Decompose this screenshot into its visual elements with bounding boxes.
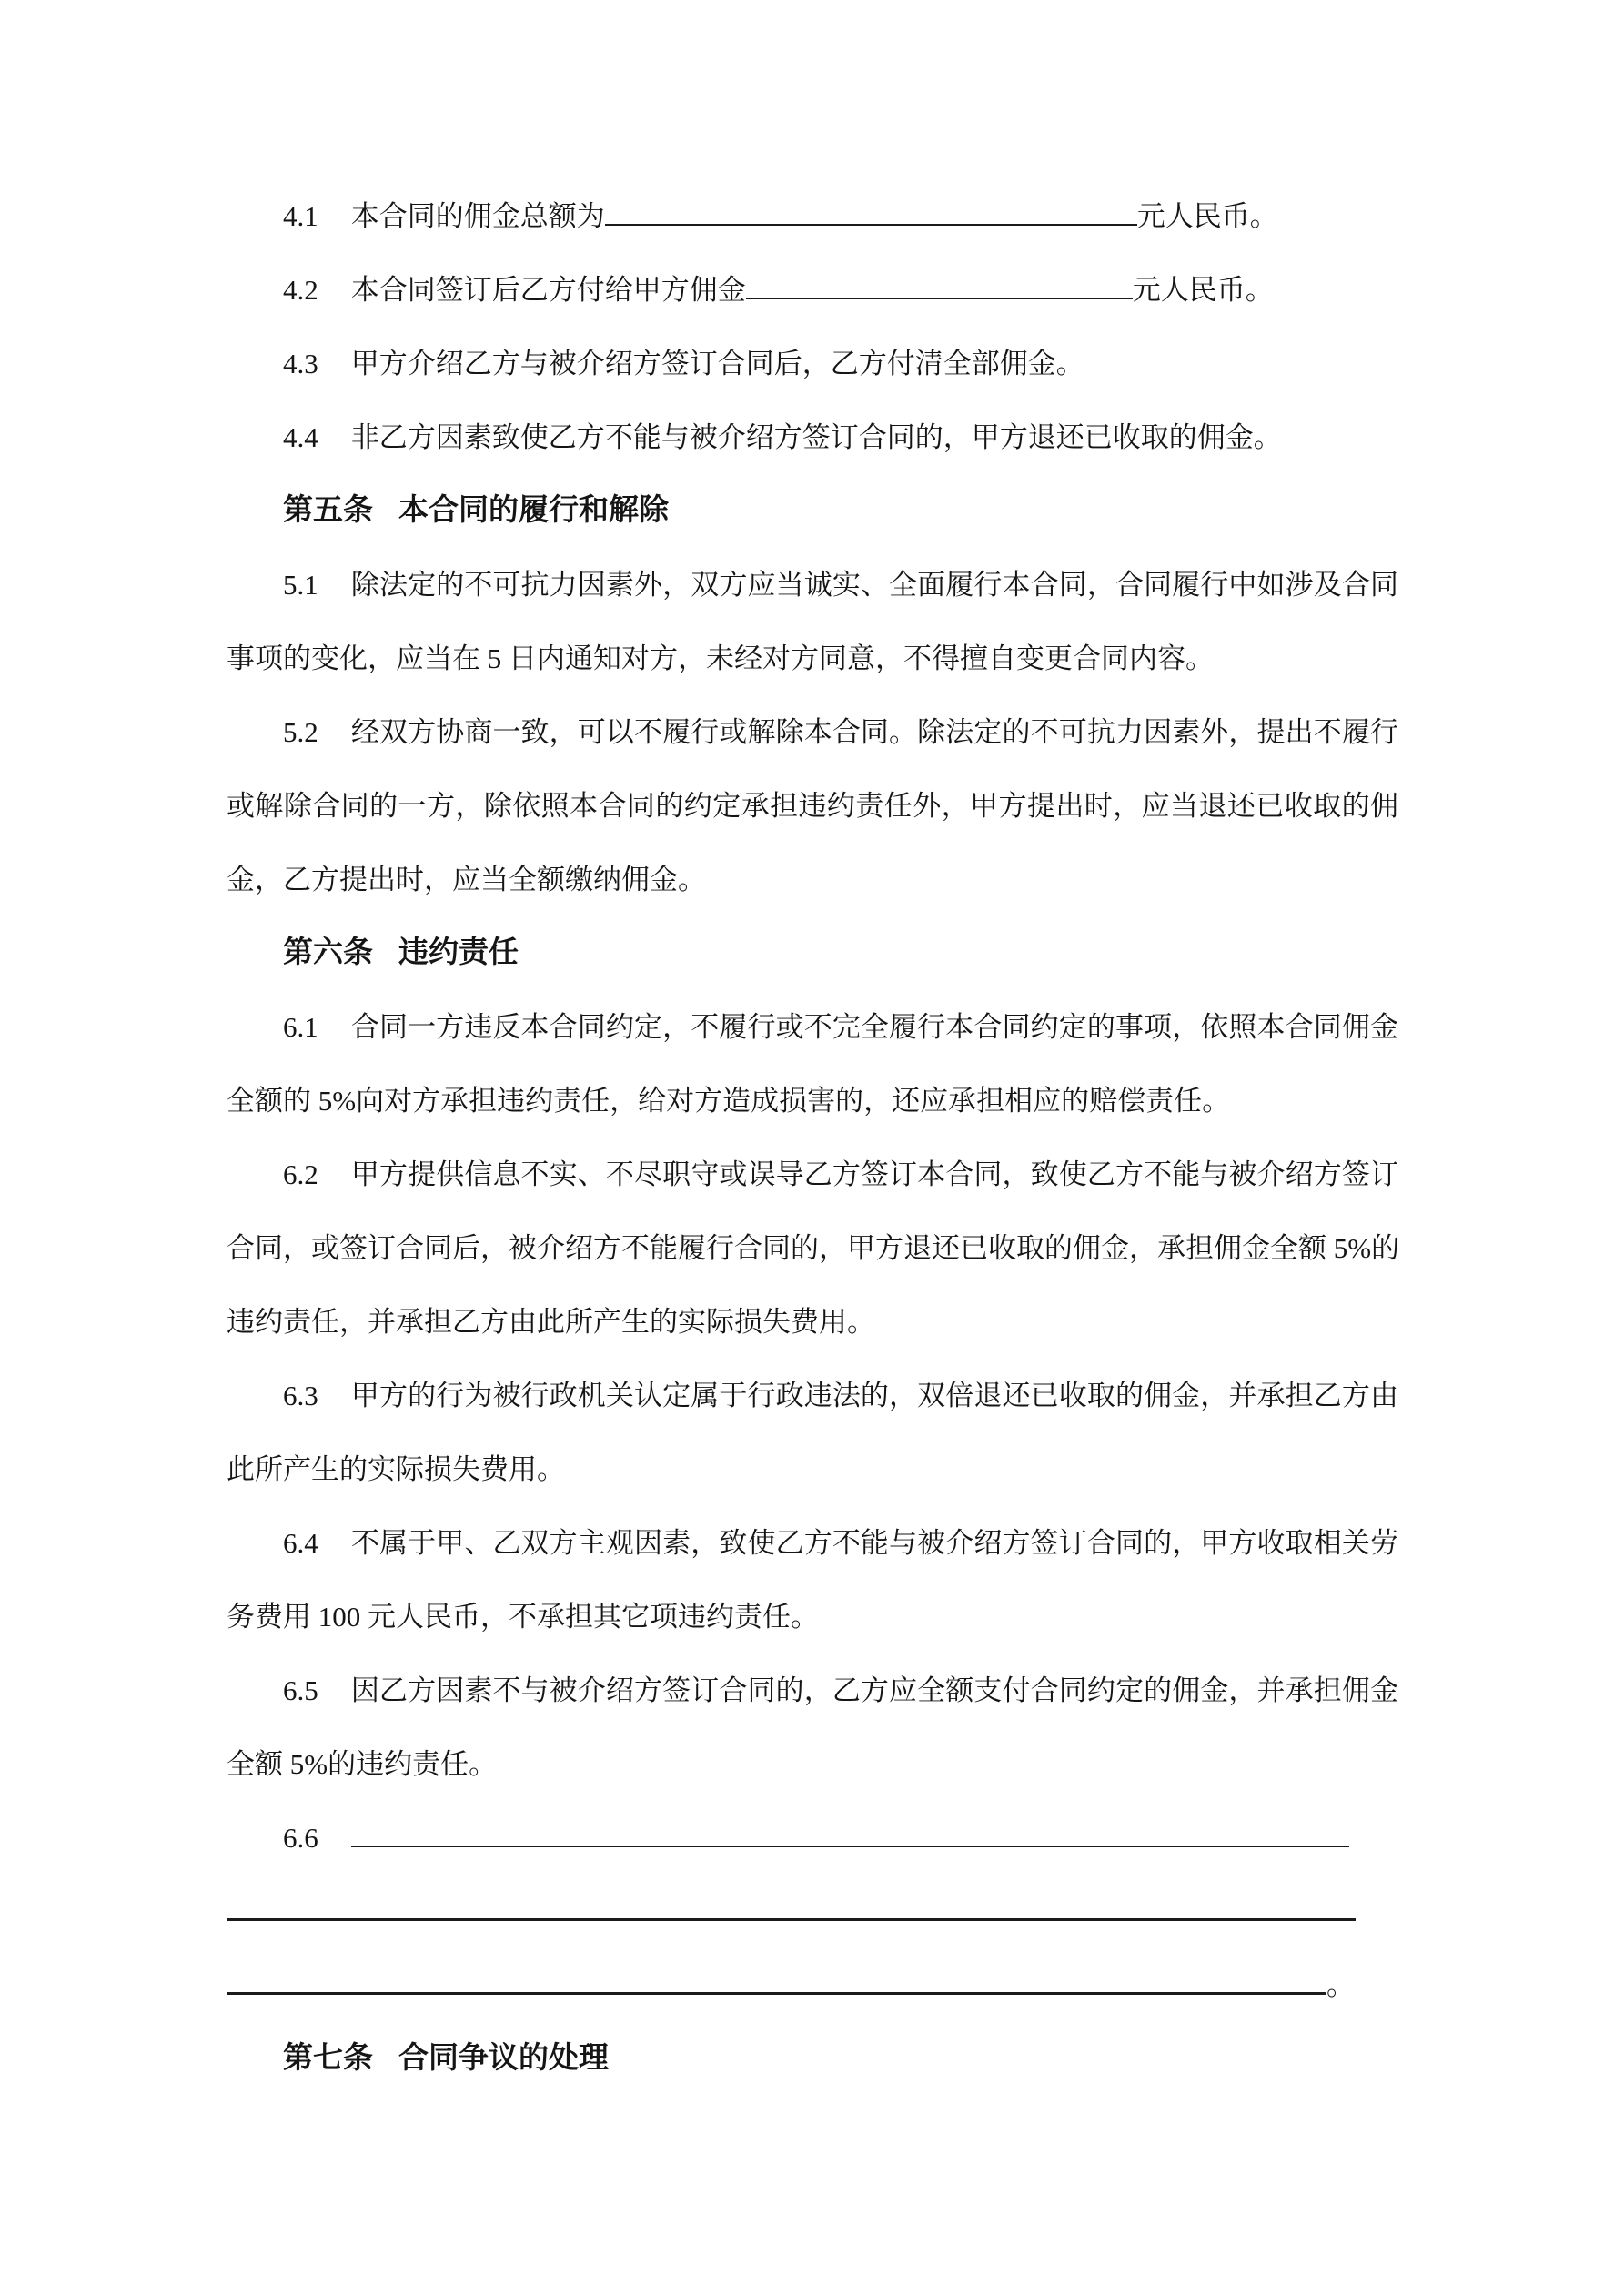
clause-5-heading-number: 第五条 <box>283 494 373 527</box>
clause-6-item-4-number: 6.4 <box>283 1527 318 1559</box>
clause-5-item-1-text-cont: 事项的变化，应当在 5 日内通知对方，未经对方同意，不得擅自变更合同内容。 <box>227 642 1214 674</box>
blank-continuation-line-1 <box>227 1875 1398 1948</box>
clause-4-item-2-row <box>227 253 1398 327</box>
clause-6-item-6-blank-underline <box>351 1846 1349 1847</box>
commission-total-blank-underline <box>605 224 1137 226</box>
clause-4-item-2-text: 本合同签订后乙方付给甲方佣金 <box>350 274 746 306</box>
clause-6-item-5-line-1 <box>227 1654 1398 1727</box>
clause-6-item-2-text: 甲方提供信息不实、不尽职守或误导乙方签订本合同，致使乙方不能与被介绍方签订 <box>350 1158 1398 1190</box>
clause-6-item-2-number: 6.2 <box>283 1158 318 1190</box>
clause-4-item-3-text: 甲方介绍乙方与被介绍方签订合同后，乙方付清全部佣金。 <box>350 348 1084 379</box>
clause-5-heading <box>227 474 1398 548</box>
clause-5-item-2-line-1 <box>227 695 1398 769</box>
clause-6-item-2-line-3 <box>227 1285 1398 1359</box>
clause-4-item-4-row <box>227 400 1398 474</box>
clause-6-item-1-text: 合同一方违反本合同约定，不履行或不完全履行本合同约定的事项，依照本合同佣金 <box>350 1011 1398 1043</box>
clause-6-heading-title: 违约责任 <box>398 936 519 969</box>
clause-7-heading <box>227 2022 1398 2096</box>
clause-5-item-1-line-2 <box>227 622 1398 695</box>
clause-5-item-2-text-end: 金，乙方提出时，应当全额缴纳佣金。 <box>227 864 706 895</box>
clause-5-item-2-text-cont: 或解除合同的一方，除依照本合同的约定承担违约责任外，甲方提出时，应当退还已收取的佣 <box>227 790 1398 822</box>
clause-6-item-3-text: 甲方的行为被行政机关认定属于行政违法的，双倍退还已收取的佣金，并承担乙方由 <box>350 1380 1398 1411</box>
clause-6-item-5-number: 6.5 <box>283 1674 318 1706</box>
clause-4-item-2-suffix: 元人民币。 <box>1132 274 1274 306</box>
clause-6-item-3-line-2 <box>227 1432 1398 1506</box>
clause-6-item-4-line-1 <box>227 1506 1398 1580</box>
clause-7-heading-number: 第七条 <box>283 2042 373 2075</box>
clause-6-item-5-line-2 <box>227 1727 1398 1801</box>
clause-6-item-1-text-end: 全额的 5%向对方承担违约责任，给对方造成损害的，还应承担相应的赔偿责任。 <box>227 1085 1231 1117</box>
clause-6-item-5-text-end: 全额 5%的违约责任。 <box>227 1748 498 1780</box>
clause-5-item-2-text: 经双方协商一致，可以不履行或解除本合同。除法定的不可抗力因素外，提出不履行 <box>350 716 1398 748</box>
clause-6-item-1-line-2 <box>227 1064 1398 1138</box>
clause-4-item-1-row <box>227 179 1398 253</box>
clause-6-item-3-text-end: 此所产生的实际损失费用。 <box>227 1453 565 1485</box>
clause-5-item-2-line-3 <box>227 843 1398 916</box>
ending-blank-underline <box>227 1992 1326 1995</box>
clause-6-item-1-number: 6.1 <box>283 1011 318 1043</box>
clause-4-item-2-number: 4.2 <box>283 274 318 306</box>
clause-4-item-3-row <box>227 327 1398 400</box>
commission-payment-blank-underline <box>746 298 1133 299</box>
clause-6-item-6-number: 6.6 <box>283 1822 318 1854</box>
clause-6-item-4-line-2 <box>227 1580 1398 1654</box>
clause-6-item-6-row <box>227 1801 1398 1875</box>
blank-continuation-line-2 <box>227 1948 1398 2022</box>
clause-5-heading-title: 本合同的履行和解除 <box>398 494 669 527</box>
full-width-blank-underline <box>227 1918 1356 1921</box>
clause-4-item-1-text: 本合同的佣金总额为 <box>350 200 605 232</box>
clause-6-item-2-text-cont: 合同，或签订合同后，被介绍方不能履行合同的，甲方退还已收取的佣金，承担佣金全额 5%的 <box>227 1232 1400 1264</box>
clause-6-item-3-line-1 <box>227 1359 1398 1432</box>
clause-6-item-1-line-1 <box>227 990 1398 1064</box>
clause-4-item-3-number: 4.3 <box>283 348 318 379</box>
clause-5-item-1-text: 除法定的不可抗力因素外，双方应当诚实、全面履行本合同，合同履行中如涉及合同 <box>350 569 1398 601</box>
clause-6-item-2-line-2 <box>227 1211 1398 1285</box>
clause-5-item-1-number: 5.1 <box>283 569 318 601</box>
clause-6-item-5-text: 因乙方因素不与被介绍方签订合同的，乙方应全额支付合同约定的佣金，并承担佣金 <box>350 1674 1398 1706</box>
clause-4-item-1-number: 4.1 <box>283 200 318 232</box>
clause-5-item-1-line-1 <box>227 548 1398 622</box>
clause-5-item-2-number: 5.2 <box>283 716 318 748</box>
clause-4-item-4-text: 非乙方因素致使乙方不能与被介绍方签订合同的，甲方退还已收取的佣金。 <box>350 421 1282 453</box>
clause-4-item-4-number: 4.4 <box>283 421 318 453</box>
clause-6-heading <box>227 916 1398 990</box>
clause-6-heading-number: 第六条 <box>283 936 373 969</box>
clause-6-item-3-number: 6.3 <box>283 1380 318 1411</box>
clause-4-item-1-suffix: 元人民币。 <box>1136 200 1278 232</box>
clause-6-item-4-text-end: 务费用 100 元人民币，不承担其它项违约责任。 <box>227 1601 819 1633</box>
clause-6-item-2-line-1 <box>227 1138 1398 1211</box>
contract-text-block <box>227 179 1398 2096</box>
clause-5-item-2-line-2 <box>227 769 1398 843</box>
clause-7-heading-title: 合同争议的处理 <box>398 2042 609 2075</box>
blank-line-period: 。 <box>1326 1969 1355 2001</box>
clause-6-item-4-text: 不属于甲、乙双方主观因素，致使乙方不能与被介绍方签订合同的，甲方收取相关劳 <box>350 1527 1398 1559</box>
clause-6-item-2-text-end: 违约责任，并承担乙方由此所产生的实际损失费用。 <box>227 1306 875 1338</box>
